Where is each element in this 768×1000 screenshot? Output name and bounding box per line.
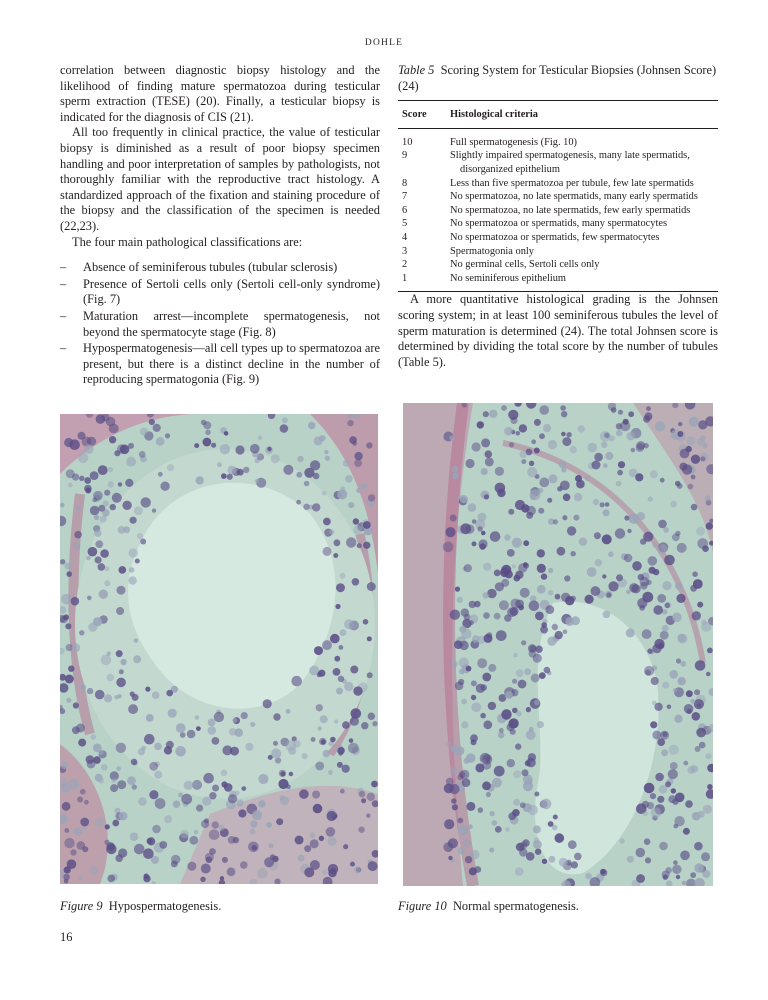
table-header-row: [398, 101, 718, 128]
right-column: [398, 63, 718, 370]
table-row: [398, 149, 718, 176]
column-header: Histological criteria: [450, 109, 539, 121]
score-cell: 9: [402, 150, 408, 162]
table-title: Scoring System for Testicular Biopsies (Johnsen Score) (24): [398, 63, 717, 93]
micrograph-image: [403, 403, 713, 886]
running-head: DOHLE: [364, 38, 404, 48]
criteria-cell: No spermatozoa, no late spermatids, many early spermatids: [450, 191, 698, 203]
criteria-cell: Spermatogonia only: [450, 245, 534, 257]
score-cell: 3: [402, 245, 408, 257]
table-label: Table 5: [398, 63, 435, 77]
score-cell: 7: [402, 191, 408, 203]
table-row: [398, 190, 718, 204]
figure-10-caption: [398, 899, 579, 914]
score-cell: 10: [402, 136, 413, 148]
figure-9-caption: [60, 899, 221, 914]
criteria-cell: Less than five spermatozoa per tubule, few late spermatids: [450, 177, 694, 189]
body-paragraph: A more quantitative histological grading is the Johnsen scoring system; in at least 100 seminiferous tubules the level of sperm maturation is determined (24). The total Johnsen score is determined by dividing the total score by the number of tubules (Table 5).: [398, 292, 718, 369]
list-item: – Hypospermatogenesis—all cell types up to spermatozoa are present, but there is a distinct decline in the number of reproducing spermatogonia (Fig. 9): [60, 341, 380, 388]
criteria-cell: [450, 149, 718, 176]
table-row: [398, 129, 718, 150]
table-row: [398, 177, 718, 191]
criteria-cell: No germinal cells, Sertoli cells only: [450, 259, 600, 271]
table-row: [398, 231, 718, 245]
criteria-text: Slightly impaired spermatogenesis, many late spermatids,: [450, 150, 690, 162]
body-paragraph: correlation between diagnostic biopsy histology and the likelihood of finding mature spermatozoa during testicular sperm extraction (TESE) (20). Finally, a testicular biopsy is indicated for the diagnosis of CIS (21).: [60, 63, 380, 124]
body-paragraph: All too frequently in clinical practice, the value of testicular biopsy is diminished as a result of poor biopsy specimen handling and poor interpretation of samples by pathologists, not thoroughly familiar with the reproductive tract histology. A standardized approach of the fixation and staining procedure of the biopsy and the classification of the specimen is needed (22,23).: [60, 125, 380, 233]
list-item: – Presence of Sertoli cells only (Sertoli cell-only syndrome) (Fig. 7): [60, 277, 380, 308]
score-cell: 6: [402, 204, 408, 216]
score-cell: 4: [402, 231, 408, 243]
score-cell: 5: [402, 218, 408, 230]
table-caption: [398, 63, 718, 94]
score-cell: 1: [402, 272, 408, 284]
table-row: [398, 217, 718, 231]
figure-caption-text: Normal spermatogenesis.: [452, 899, 579, 913]
figure-10-micrograph: [403, 403, 713, 886]
criteria-cell: No seminiferous epithelium: [450, 272, 567, 284]
list-item: – Absence of seminiferous tubules (tubular sclerosis): [60, 260, 380, 276]
johnsen-score-table: [398, 101, 718, 291]
figure-9-micrograph: [60, 414, 378, 884]
micrograph-image: [60, 414, 378, 884]
list-item: – Maturation arrest—incomplete spermatogenesis, not beyond the spermatocyte stage (Fig. 8): [60, 309, 380, 340]
classification-list: [60, 260, 380, 388]
table-row: [398, 245, 718, 259]
score-cell: 2: [402, 259, 408, 271]
left-column: [60, 63, 380, 389]
criteria-cell: No spermatozoa or spermatids, many spermatocytes: [450, 218, 667, 230]
criteria-cell: Full spermatogenesis (Fig. 10): [450, 136, 577, 148]
body-paragraph: The four main pathological classifications are:: [72, 234, 303, 249]
criteria-continuation: disorganized epithelium: [460, 163, 560, 175]
table-row: [398, 258, 718, 272]
score-cell: 8: [402, 177, 408, 189]
table-row: [398, 272, 718, 292]
criteria-cell: No spermatozoa or spermatids, few spermatocytes: [450, 231, 660, 243]
table-row: [398, 204, 718, 218]
page-number: 16: [60, 930, 73, 944]
criteria-cell: No spermatozoa, no late spermatids, few early spermatids: [450, 204, 691, 216]
column-header: Score: [402, 109, 427, 121]
figure-caption-text: Hypospermatogenesis.: [108, 899, 222, 913]
figure-label: Figure 9: [60, 899, 103, 913]
figure-label: Figure 10: [398, 899, 447, 913]
